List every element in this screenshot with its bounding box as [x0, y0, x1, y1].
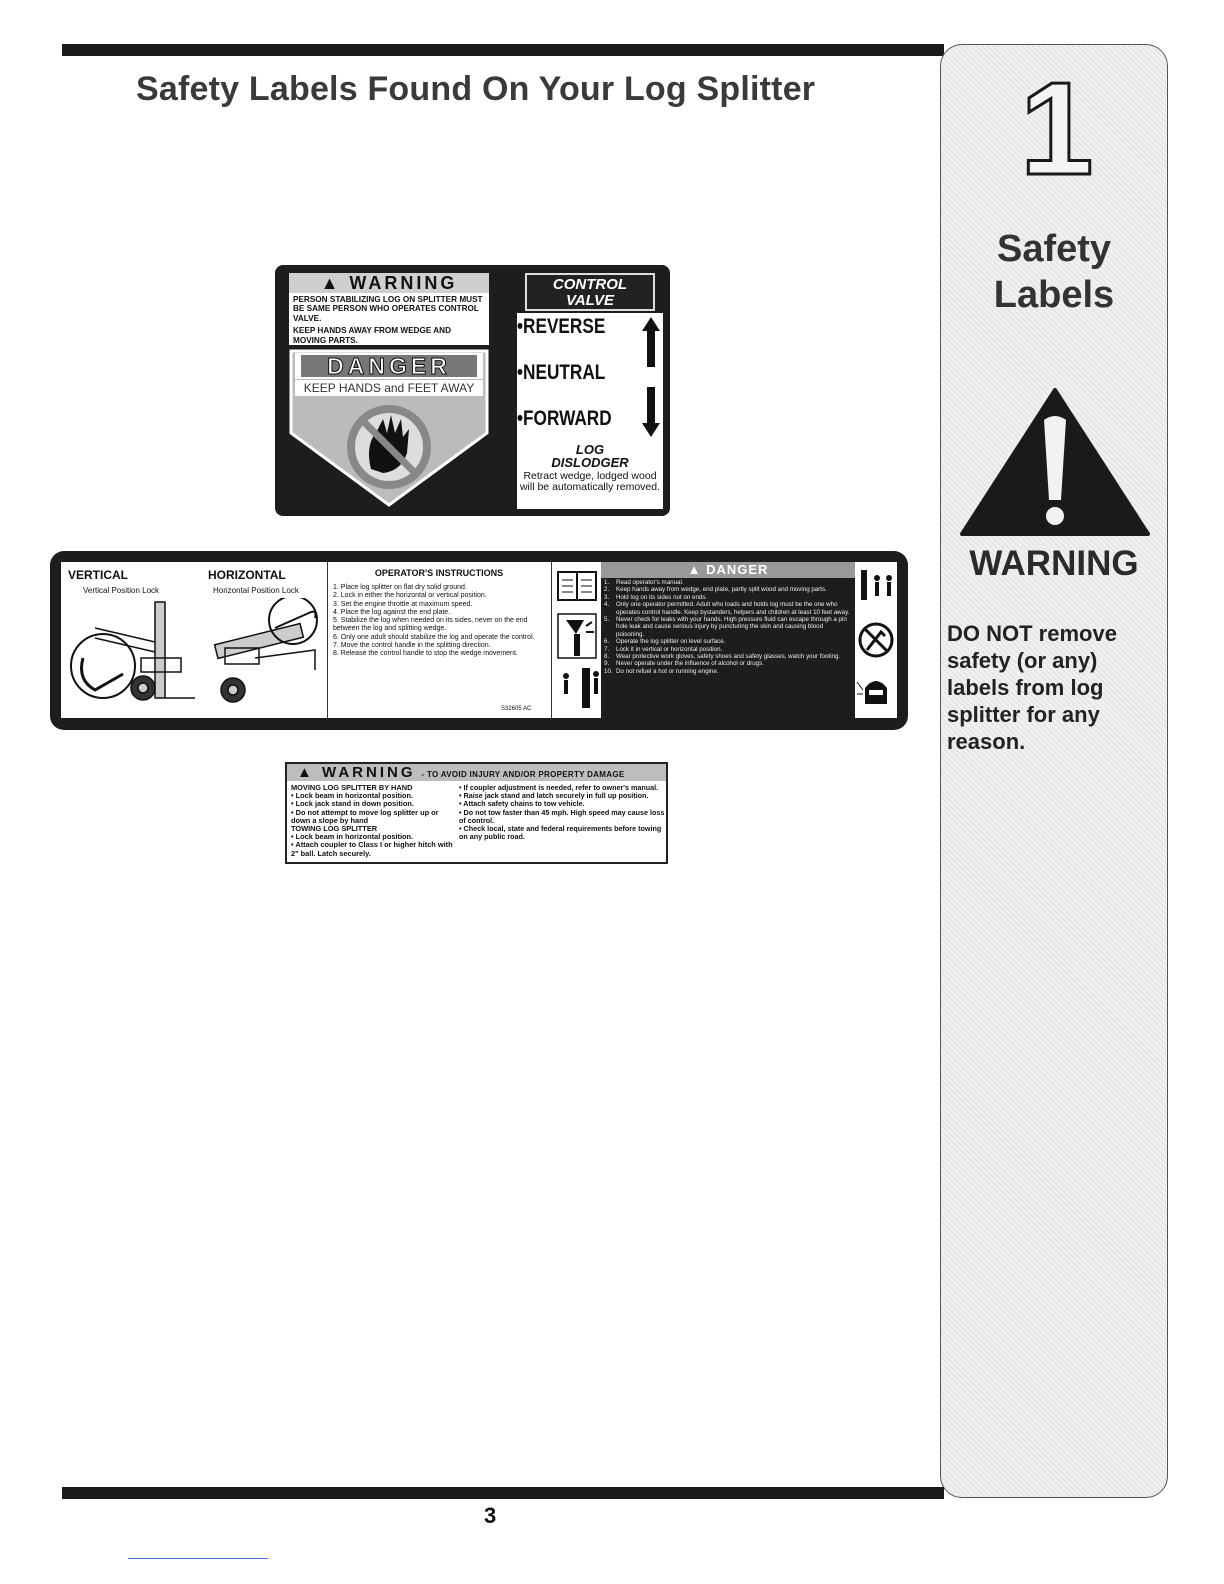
right-pictograms — [855, 562, 897, 718]
horizontal-heading: HORIZONTAL — [208, 568, 286, 582]
direction-arrows-icon — [641, 315, 661, 439]
position-neutral: •NEUTRAL — [517, 361, 606, 384]
warning-triangle-icon — [958, 386, 1152, 538]
hand-move-title: MOVING LOG SPLITTER BY HAND — [291, 783, 413, 792]
operator-instructions-label — [50, 551, 908, 730]
instruction-item: 8. Release the control handle to stop the wedge movement. — [333, 650, 518, 658]
towing-item: • Attach safety chains to tow vehicle. — [459, 800, 667, 808]
section-number: 1 — [1020, 55, 1094, 202]
danger-list — [601, 578, 855, 676]
page-number: 3 — [484, 1503, 497, 1528]
towing-item: • Do not tow faster than 45 mph. High speed may cause loss of control. — [459, 809, 667, 825]
danger-item: 9. Never operate under the influence of alcohol or drugs. — [604, 660, 764, 668]
instruction-item: 4. Place the log against the end plate. — [333, 608, 451, 616]
instruction-item: 1. Place log splitter on flat dry solid ground. — [333, 584, 467, 591]
section-title-line2: Labels — [993, 274, 1115, 316]
control-valve-title: CONTROL VALVE — [525, 273, 655, 311]
position-forward: •FORWARD — [517, 407, 612, 430]
danger-header: ▲ DANGER — [601, 562, 855, 578]
danger-item: 10. Do not refuel a hot or running engine. — [604, 667, 719, 675]
section-title — [940, 226, 1168, 318]
no-leak-check-icon — [860, 624, 892, 656]
vertical-subheading: Vertical Position Lock — [83, 586, 160, 595]
danger-shield — [287, 349, 491, 507]
footer-link-underline — [128, 1558, 268, 1559]
splitter-position-illustration — [65, 598, 327, 714]
warning-header: ▲ WARNING — [289, 273, 489, 293]
warning-note: DO NOT remove safety (or any) labels from log splitter for any reason. — [947, 621, 1117, 754]
bystander-icon — [563, 668, 599, 708]
hand-move-item: • Lock beam in horizontal position. — [291, 792, 459, 800]
hand-move-item: • Lock jack stand in down position. — [291, 800, 459, 808]
towing-warning-label — [285, 762, 668, 864]
instruction-item: 7. Move the control handle in the splitting direction. — [333, 642, 491, 650]
danger-item: 5. Never check for leaks with your hands. High pressure fluid can escape through a pin hole leak and cause serious injury by puncturing the skin and causing blood poisoning. — [604, 616, 847, 638]
towing-item: • Raise jack stand and latch securely in full up position. — [459, 792, 667, 800]
hand-crush-icon — [558, 614, 596, 658]
pictogram-column — [551, 562, 601, 718]
dislodger-text: Retract wedge, lodged wood will be automatically removed. — [519, 470, 661, 493]
manual-icon — [558, 572, 596, 600]
towing-right-column — [459, 784, 667, 841]
instructions-list — [333, 584, 549, 659]
bottom-rule — [62, 1487, 944, 1499]
protective-gear-icon — [857, 681, 887, 704]
danger-item: 6. Operate the log splitter on level surface. — [604, 638, 726, 646]
warning-body — [289, 293, 489, 345]
towing-left-column — [291, 784, 459, 858]
danger-word: DANGER — [327, 353, 451, 379]
position-reverse: •REVERSE — [517, 315, 606, 338]
danger-item: 3. Hold log on its sides not on ends. — [604, 593, 708, 601]
keep-away-icon — [861, 570, 892, 600]
control-positions — [517, 313, 663, 441]
log-dislodger: LOG DISLODGER Retract wedge, lodged wood will be automatically removed. — [517, 441, 663, 509]
part-code: S32605 AC — [501, 706, 532, 712]
danger-text: KEEP HANDS and FEET AWAY — [303, 381, 475, 395]
danger-item: 1. Read operator's manual. — [604, 579, 684, 586]
danger-item: 8. Wear protective work gloves, safety shoes and safety glasses, watch your footing. — [604, 653, 841, 661]
warning-text-2: KEEP HANDS AWAY FROM WEDGE AND MOVING PARTS. — [293, 326, 452, 345]
section-title-line1: Safety — [996, 228, 1112, 270]
instructions-title: OPERATOR'S INSTRUCTIONS — [374, 568, 504, 578]
towing-item: • If coupler adjustment is needed, refer to owner's manual. — [459, 784, 667, 792]
page-title: Safety Labels Found On Your Log Splitter — [136, 70, 816, 108]
vertical-heading: VERTICAL — [68, 568, 128, 582]
towing-title: TOWING LOG SPLITTER — [291, 824, 378, 834]
towing-item: • Check local, state and federal requirements before towing on any public road. — [459, 825, 667, 841]
instruction-item: 5. Stabilize the log when needed on its sides, never on the end between the log and splitting wedge. — [333, 617, 528, 633]
instruction-item: 2. Lock in either the horizontal or vertical position. — [333, 592, 487, 600]
danger-item: 7. Lock it in vertical or horizontal position. — [604, 645, 723, 653]
horizontal-subheading: Horizontal Position Lock — [213, 586, 299, 595]
hand-move-item: • Do not attempt to move log splitter up or down a slope by hand — [291, 809, 459, 825]
warning-heading: WARNING — [969, 544, 1139, 583]
danger-item: 4. Only one operator permitted. Adult who loads and holds log must be the one who operates control handle. Keep bystanders, helpers and children at least 10 feet away. — [604, 601, 850, 616]
towing-warning-header: ▲ WARNING - TO AVOID INJURY AND/OR PROPERTY DAMAGE — [287, 764, 666, 781]
danger-panel — [601, 562, 855, 718]
warning-text-1: PERSON STABILIZING LOG ON SPLITTER MUST BE SAME PERSON WHO OPERATES CONTROL VALVE. — [293, 295, 483, 323]
instruction-item: 3. Set the engine throttle at maximum speed. — [333, 600, 473, 608]
instruction-item: 6. Only one adult should stabilize the log and operate the control. — [333, 633, 535, 641]
top-rule — [62, 44, 944, 56]
control-valve-label — [275, 265, 670, 516]
danger-item: 2. Keep hands away from wedge, end plate, partly split wood and moving parts. — [604, 586, 827, 594]
towing-item: • Lock beam in horizontal position. — [291, 833, 459, 841]
towing-item: • Attach coupler to Class I or higher hitch with 2" ball. Latch securely. — [291, 841, 459, 857]
